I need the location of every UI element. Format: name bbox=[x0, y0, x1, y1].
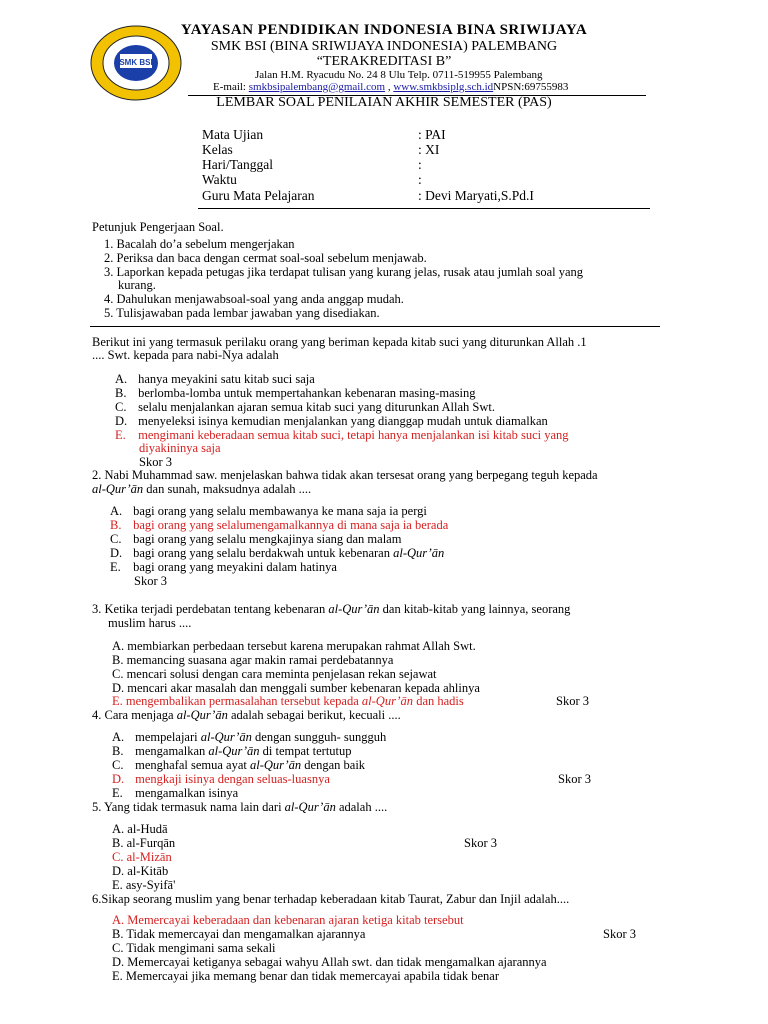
website-link[interactable]: www.smkbsiplg.sch.id bbox=[393, 81, 494, 93]
npsn: NPSN:69755983 bbox=[493, 81, 569, 93]
info-value: : bbox=[418, 157, 422, 172]
q3-stem bbox=[92, 602, 570, 617]
option-text: dengan sungguh- sungguh bbox=[251, 730, 387, 744]
option-letter: B. bbox=[112, 744, 124, 758]
option-text: bagi orang yang selalumengamalkannya di mana saja ia berada bbox=[133, 518, 449, 532]
option-letter: B. bbox=[110, 518, 122, 532]
option-text: menghafal semua ayat bbox=[135, 758, 251, 772]
option-letter: E. bbox=[115, 428, 126, 442]
q1-option-c[interactable] bbox=[115, 400, 495, 415]
instruction-item: 1. Bacalah do’a sebelum mengerjakan bbox=[104, 237, 295, 251]
q1-option-a[interactable] bbox=[115, 372, 315, 387]
q5-option-a[interactable]: A. al-Hudā bbox=[112, 822, 168, 836]
q4-stem-b: adalah sebagai berikut, kecuali .... bbox=[227, 708, 401, 722]
instruction-item: 2. Periksa dan baca dengan cermat soal-soal sebelum menjawab. bbox=[104, 251, 427, 265]
q6-score: Skor 3 bbox=[603, 927, 636, 941]
email-label: E-mail: bbox=[213, 81, 249, 93]
q6-option-a[interactable]: A. Memercayai keberadaan dan kebenaran ajaran ketiga kitab tersebut bbox=[112, 913, 464, 927]
quran-term: al-Qur’ān bbox=[200, 730, 252, 744]
q4-stem bbox=[92, 708, 401, 723]
q6-option-d[interactable]: D. Memercayai ketiganya sebagai wahyu Allah swt. dan tidak mengamalkan ajarannya bbox=[112, 955, 547, 969]
option-letter: B. bbox=[115, 386, 127, 400]
q5-score: Skor 3 bbox=[464, 836, 497, 850]
q2-stem: 2. Nabi Muhammad saw. menjelaskan bahwa tidak akan tersesat orang yang berpegang teguh kepada bbox=[92, 468, 598, 482]
q2-stem bbox=[92, 482, 311, 497]
option-letter: D. bbox=[112, 772, 125, 786]
option-letter: D. bbox=[110, 546, 123, 560]
q5-stem-b: adalah .... bbox=[335, 800, 388, 814]
q3-stem-b: dan kitab-kitab yang lainnya, seorang bbox=[379, 602, 571, 616]
q5-option-b[interactable]: B. al-Furqān bbox=[112, 836, 176, 850]
q5-stem bbox=[92, 800, 387, 815]
quran-term: al-Qur’ān bbox=[250, 758, 302, 772]
q6-stem: 6.Sikap seorang muslim yang benar terhadap keberadaan kitab Taurat, Zabur dan Injil adalah.... bbox=[92, 892, 570, 906]
q2-option-c[interactable] bbox=[110, 532, 401, 547]
q2-option-a[interactable] bbox=[110, 504, 427, 519]
q1-option-e-cont: diyakininya saja bbox=[139, 441, 221, 455]
q1-stem: Berikut ini yang termasuk perilaku orang yang beriman kepada kitab suci yang diturunkan Allah .1 bbox=[92, 335, 587, 349]
address: Jalan H.M. Ryacudu No. 24 8 Ulu Telp. 0711-519955 Palembang bbox=[255, 69, 543, 81]
q6-option-e[interactable]: E. Memercayai jika memang benar dan tidak memercayai apabila tidak benar bbox=[112, 969, 499, 983]
q3-option-a[interactable]: A. membiarkan perbedaan tersebut karena merupakan rahmat Allah Swt. bbox=[112, 639, 476, 653]
foundation-title: YAYASAN PENDIDIKAN INDONESIA BINA SRIWIJAYA bbox=[180, 22, 588, 38]
q5-stem-a: 5. Yang tidak termasuk nama lain dari bbox=[92, 800, 285, 814]
option-letter: E. bbox=[112, 786, 123, 800]
option-text: dengan baik bbox=[301, 758, 366, 772]
option-letter: C. bbox=[115, 400, 127, 414]
instruction-item: kurang. bbox=[118, 278, 156, 292]
q6-option-b[interactable]: B. Tidak memercayai dan mengamalkan ajarannya bbox=[112, 927, 366, 941]
option-text: E. mengembalikan permasalahan tersebut kepada bbox=[112, 694, 362, 708]
quran-term: al-Qur’ān bbox=[208, 744, 260, 758]
q1-option-d[interactable] bbox=[115, 414, 548, 429]
school-name: SMK BSI (BINA SRIWIJAYA INDONESIA) PALEMBANG bbox=[210, 39, 558, 54]
q3-option-b[interactable]: B. memancing suasana agar makin ramai perdebatannya bbox=[112, 653, 394, 667]
option-letter: C. bbox=[110, 532, 122, 546]
q4-option-a[interactable] bbox=[112, 730, 386, 745]
q3-stem-a: 3. Ketika terjadi perdebatan tentang kebenaran bbox=[92, 602, 329, 616]
q4-option-e[interactable] bbox=[112, 786, 238, 801]
option-letter: A. bbox=[110, 504, 123, 518]
q4-option-c[interactable] bbox=[112, 758, 365, 773]
info-label: Kelas bbox=[202, 142, 233, 157]
q6-option-c[interactable]: C. Tidak mengimani sama sekali bbox=[112, 941, 276, 955]
instruction-item: 5. Tulisjawaban pada lembar jawaban yang disediakan. bbox=[104, 306, 380, 320]
option-text: hanya meyakini satu kitab suci saja bbox=[138, 372, 315, 386]
option-text: mengamalkan isinya bbox=[135, 786, 239, 800]
q4-option-b[interactable] bbox=[112, 744, 352, 759]
q4-stem-a: 4. Cara menjaga bbox=[92, 708, 177, 722]
q4-option-d[interactable] bbox=[112, 772, 330, 787]
q1-score: Skor 3 bbox=[139, 455, 172, 469]
option-text: selalu menjalankan ajaran semua kitab suci yang diturunkan Allah Swt. bbox=[138, 400, 495, 414]
option-text: di tempat tertutup bbox=[259, 744, 352, 758]
option-text: mempelajari bbox=[135, 730, 201, 744]
instruction-item: 4. Dahulukan menjawabsoal-soal yang anda anggap mudah. bbox=[104, 292, 404, 306]
option-text: bagi orang yang meyakini dalam hatinya bbox=[133, 560, 337, 574]
option-text: dan hadis bbox=[413, 694, 464, 708]
info-value: : PAI bbox=[418, 127, 446, 142]
q2-score: Skor 3 bbox=[134, 574, 167, 588]
option-text: bagi orang yang selalu berdakwah untuk kebenaran bbox=[133, 546, 394, 560]
info-label: Mata Ujian bbox=[202, 127, 264, 142]
q3-score: Skor 3 bbox=[556, 694, 589, 708]
accreditation: “TERAKREDITASI B” bbox=[316, 54, 452, 69]
instructions-rule bbox=[90, 326, 660, 327]
q1-option-b[interactable] bbox=[115, 386, 476, 401]
option-text: berlomba-lomba untuk mempertahankan kebenaran masing-masing bbox=[138, 386, 476, 400]
option-text: mengimani keberadaan semua kitab suci, tetapi hanya menjalankan isi kitab suci yang bbox=[138, 428, 569, 442]
q5-option-c[interactable]: C. al-Mizān bbox=[112, 850, 172, 864]
option-text: bagi orang yang selalu membawanya ke mana saja ia pergi bbox=[133, 504, 427, 518]
q2-stem-rest: dan sunah, maksudnya adalah .... bbox=[143, 482, 312, 496]
option-letter: E. bbox=[110, 560, 121, 574]
quran-term: al-Qur’ān bbox=[284, 800, 336, 814]
info-label: Hari/Tanggal bbox=[202, 157, 274, 172]
quran-term: al-Qur’ān bbox=[176, 708, 228, 722]
option-text: mengamalkan bbox=[135, 744, 209, 758]
q1-stem: .... Swt. kepada para nabi-Nya adalah bbox=[92, 348, 279, 362]
instruction-item: 3. Laporkan kepada petugas jika terdapat tulisan yang kurang jelas, rusak atau jumlah soal yang bbox=[104, 265, 584, 279]
contact-sep: , bbox=[385, 81, 394, 93]
q3-option-e[interactable] bbox=[112, 694, 464, 709]
sheet-title: LEMBAR SOAL PENILAIAN AKHIR SEMESTER (PAS) bbox=[216, 95, 552, 110]
quran-term: al-Qur’ān bbox=[92, 482, 144, 496]
q4-score: Skor 3 bbox=[558, 772, 591, 786]
option-letter: C. bbox=[112, 758, 124, 772]
info-value: : Devi Maryati,S.Pd.I bbox=[418, 188, 534, 203]
info-label: Guru Mata Pelajaran bbox=[202, 188, 315, 203]
info-value: : bbox=[418, 172, 422, 187]
option-letter: D. bbox=[115, 414, 128, 428]
quran-term: al-Qur’ān bbox=[328, 602, 380, 616]
quran-term: al-Qur’ān bbox=[393, 546, 445, 560]
q3-stem: muslim harus .... bbox=[108, 616, 192, 630]
logo-text: SMK BSI bbox=[119, 58, 153, 67]
option-letter: A. bbox=[112, 730, 125, 744]
quran-term: al-Qur’ān bbox=[361, 694, 414, 708]
option-text: menyeleksi isinya kemudian menjalankan yang dianggap mudah untuk diamalkan bbox=[138, 414, 548, 428]
email-link[interactable]: smkbsipalembang@gmail.com bbox=[248, 81, 386, 93]
q2-option-e[interactable] bbox=[110, 560, 337, 575]
option-text: mengkaji isinya dengan seluas-luasnya bbox=[135, 772, 330, 786]
instructions-title: Petunjuk Pengerjaan Soal. bbox=[92, 220, 224, 234]
info-label: Waktu bbox=[202, 172, 237, 187]
info-rule bbox=[198, 208, 650, 209]
q2-option-d[interactable] bbox=[110, 546, 444, 561]
contact-line bbox=[213, 81, 568, 93]
q3-option-d[interactable]: D. mencari akar masalah dan menggali sumber kebenaran kepada ahlinya bbox=[112, 681, 480, 695]
q5-option-d[interactable]: D. al-Kitāb bbox=[112, 864, 169, 878]
q2-option-b[interactable] bbox=[110, 518, 448, 533]
option-letter: A. bbox=[115, 372, 128, 386]
option-text: bagi orang yang selalu mengkajinya siang dan malam bbox=[133, 532, 402, 546]
q5-option-e[interactable]: E. asy-Syifā' bbox=[112, 878, 176, 892]
q3-option-c[interactable]: C. mencari solusi dengan cara meminta penjelasan rekan sejawat bbox=[112, 667, 437, 681]
info-value: : XI bbox=[418, 142, 440, 157]
